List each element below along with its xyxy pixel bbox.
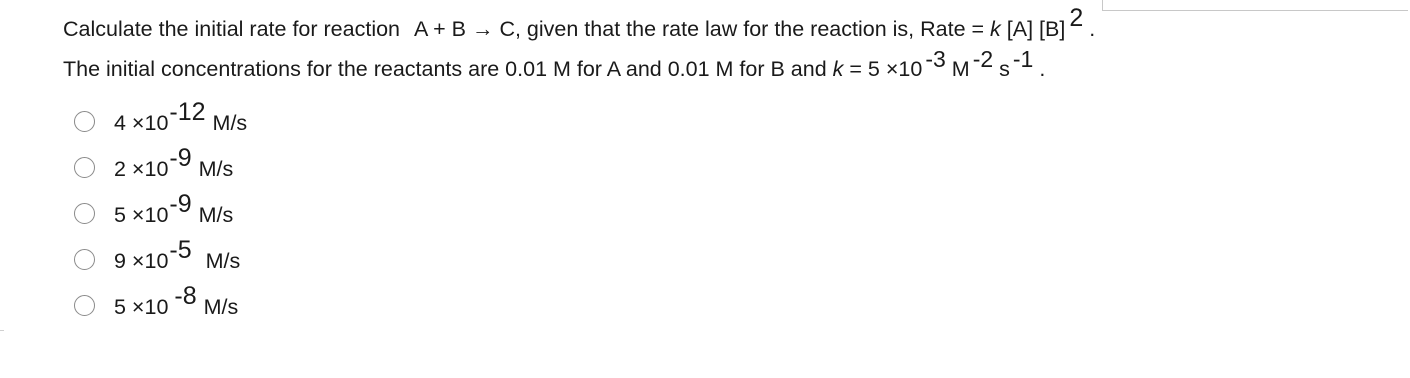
unit-seconds-exponent: -1 — [1012, 46, 1034, 72]
option-exponent: -5 — [169, 235, 192, 264]
unit-molar: M — [951, 57, 970, 81]
option-exponent: -9 — [169, 143, 192, 172]
rate-constant-value: = 5 ×10 — [849, 57, 923, 81]
option-unit: M/s — [198, 202, 234, 227]
answer-option-label[interactable] — [114, 143, 234, 183]
question-text — [63, 4, 1393, 88]
question-line-2 — [63, 48, 1393, 88]
option-mantissa: 5 ×10 — [114, 294, 169, 319]
option-exponent: -12 — [169, 97, 206, 126]
answer-option[interactable] — [74, 234, 474, 280]
answer-option-label[interactable] — [114, 189, 234, 229]
unit-seconds: s — [999, 57, 1010, 81]
left-edge-mark — [0, 330, 4, 331]
option-unit: M/s — [212, 110, 248, 135]
radio-button[interactable] — [74, 111, 95, 132]
rate-constant-symbol: k — [990, 17, 1001, 41]
option-mantissa: 4 ×10 — [114, 110, 169, 135]
answer-option[interactable] — [74, 280, 474, 326]
rate-constant-exponent: -3 — [925, 46, 946, 72]
unit-molar-exponent: -2 — [972, 46, 994, 72]
line2-period: . — [1039, 57, 1046, 81]
rate-law-exponent: 2 — [1069, 4, 1084, 32]
option-mantissa: 9 ×10 — [114, 248, 169, 273]
initial-concentrations-text: The initial concentrations for the reactants are 0.01 M for A and 0.01 M for B and — [63, 57, 827, 81]
question-reaction: A + B → C, given that the rate law for the reaction is, Rate = — [414, 17, 985, 41]
answer-option-label[interactable] — [114, 281, 239, 321]
answer-option-label[interactable] — [114, 235, 241, 275]
question-line-1 — [63, 4, 1393, 48]
option-unit: M/s — [203, 294, 239, 319]
radio-button[interactable] — [74, 295, 95, 316]
answer-option[interactable] — [74, 142, 474, 188]
line1-period: . — [1089, 17, 1096, 41]
rate-constant-symbol-2: k — [832, 57, 844, 81]
radio-button[interactable] — [74, 249, 95, 270]
option-mantissa: 2 ×10 — [114, 156, 169, 181]
option-unit: M/s — [198, 156, 234, 181]
option-mantissa: 5 ×10 — [114, 202, 169, 227]
answer-option[interactable] — [74, 96, 474, 142]
radio-button[interactable] — [74, 203, 95, 224]
radio-button[interactable] — [74, 157, 95, 178]
option-unit: M/s — [205, 248, 241, 273]
rate-law-concentrations: [A] [B] — [1006, 17, 1066, 41]
option-exponent: -8 — [174, 281, 197, 310]
answer-options — [74, 96, 474, 326]
answer-option-label[interactable] — [114, 97, 248, 137]
answer-option[interactable] — [74, 188, 474, 234]
option-exponent: -9 — [169, 189, 192, 218]
question-prefix: Calculate the initial rate for reaction — [63, 17, 401, 41]
